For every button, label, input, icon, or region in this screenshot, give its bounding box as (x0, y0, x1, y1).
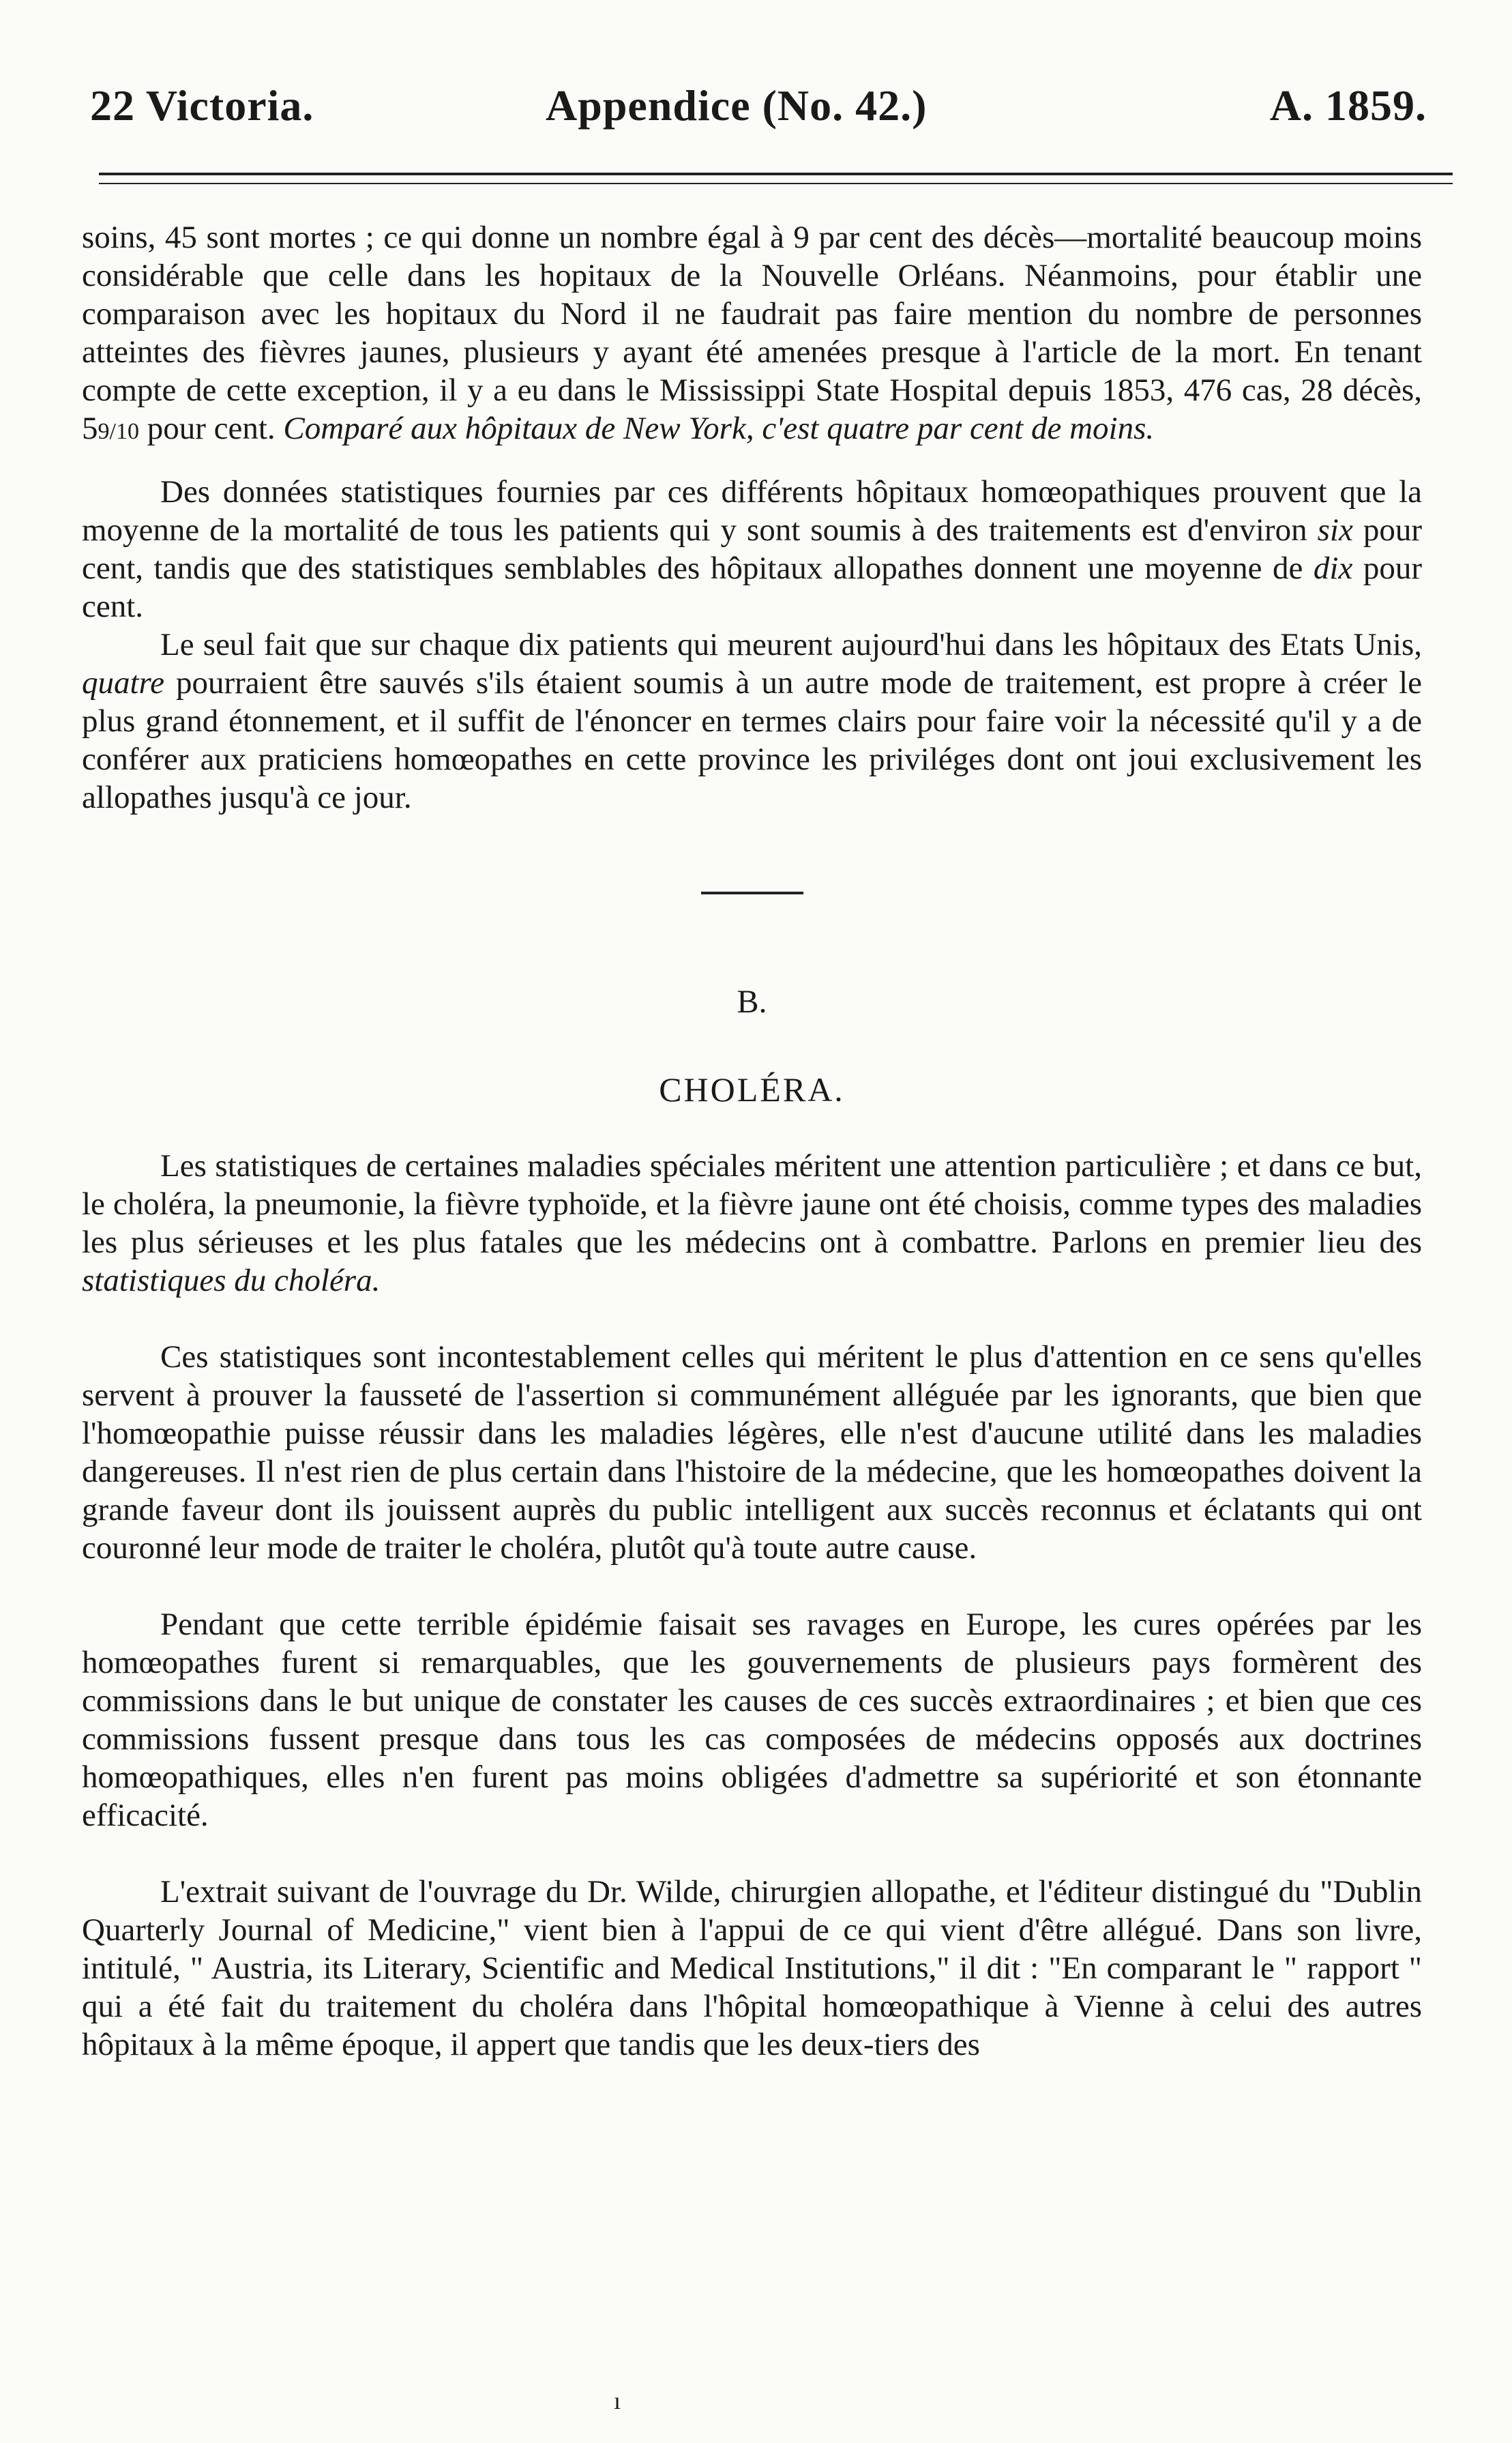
paragraph-5: Ces statistiques sont incontestablement celles qui méritent le plus d'attention en ce sens qu'elles servent à prouver la fausseté de l'assertion si communément alléguée par les ignorants, que bien que l'homœopathie puisse réussir dans les maladies légères, elle n'est d'aucune utilité dans les maladies dangereuses. Il n'est rien de plus certain dans l'histoire de la médecine, que les homœopathes doivent la grande faveur dont ils jouissent auprès du public intelligent aux succès reconnus et éclatants qui ont couronné leur mode de traiter le choléra, plutôt qu'à toute autre cause. (82, 1339, 1422, 1566)
paragraph-4: Les statistiques de certaines maladies spéciales méritent une attention particulière ; et dans ce but, le choléra, la pneumonie, la fièvre typhoïde, et la fièvre jaune ont été choisis, comme types des maladies les plus sérieuses et les plus fatales que les médecins ont à combattre. Parlons en premier lieu des statistiques du choléra. (82, 1148, 1422, 1298)
paragraph-2: Des données statistiques fournies par ces différents hôpitaux homœopathiques prouvent que la moyenne de la mortalité de tous les patients qui y sont soumis à des traitements est d'environ six pour cent, tandis que des statistiques semblables des hôpitaux allopathes donnent une moyenne de dix pour cent. (82, 474, 1423, 624)
header-appendix: Appendice (No. 42.) (546, 81, 928, 130)
header-rule-thin (99, 183, 1453, 184)
header-year: A. 1859. (1269, 81, 1427, 130)
section-title: CHOLÉRA. (659, 1070, 845, 1109)
paragraph-6: Pendant que cette terrible épidémie faisait ses ravages en Europe, les cures opérées par les homœopathes furent si remarquables, que les gouvernements de plusieurs pays formèrent des commissions dans le but unique de constater les causes de ces succès extraordinaires ; et bien que ces commissions fussent presque dans tous les cas composées de médecins opposés aux doctrines homœopathiques, elles n'en furent pas moins obligées d'admettre sa supériorité et son étonnante efficacité. (82, 1607, 1422, 1833)
header-rule-thick (99, 173, 1453, 175)
section-divider (701, 892, 803, 894)
page-header (82, 81, 1427, 135)
body-text (82, 218, 1422, 2064)
fraction: 9/10 (98, 419, 139, 444)
italic-note: Comparé aux hôpitaux de New York, c'est quatre par cent de moins. (283, 411, 1155, 446)
paragraph-7: L'extrait suivant de l'ouvrage du Dr. Wilde, chirurgien allopathe, et l'éditeur distingué du "Dublin Quarterly Journal of Medicine," vient bien à l'appui de ce qui vient d'être allégué. Dans son livre, intitulé, " Austria, its Literary, Scientific and Medical Institutions," il dit : "En comparant le " rapport " qui a été fait du traitement du choléra dans l'hôpital homœopathique à Vienne à celui des autres hôpitaux à la même époque, il appert que tandis que les deux-tiers des (82, 1874, 1422, 2062)
header-session: 22 Victoria. (90, 81, 314, 130)
section-letter: B. (737, 984, 767, 1020)
paragraph-1: soins, 45 sont mortes ; ce qui donne un nombre égal à 9 par cent des décès—mortalité beaucoup moins considérable que celle dans les hopitaux de la Nouvelle Orléans. Néanmoins, pour établir une comparaison avec les hopitaux du Nord il ne faudrait pas faire mention du nombre de personnes atteintes des fièvres jaunes, plusieurs y ayant été amenées presque à l'article de la mort. En tenant compte de cette exception, il y a eu dans le Mississippi State Hospital depuis 1853, 476 cas, 28 décès, 59/10 pour cent. Comparé aux hôpitaux de New York, c'est quatre par cent de moins. (82, 220, 1422, 446)
footer-mark: ı (614, 2387, 621, 2414)
paragraph-3: Le seul fait que sur chaque dix patients qui meurent aujourd'hui dans les hôpitaux des Etats Unis, quatre pourraient être sauvés s'ils étaient soumis à un autre mode de traitement, est propre à créer le plus grand étonnement, et il suffit de l'énoncer en termes clairs pour faire voir la nécessité qu'il y a de conférer aux praticiens homœopathes en cette province les priviléges dont ont joui exclusivement les allopathes jusqu'à ce jour. (82, 627, 1422, 815)
